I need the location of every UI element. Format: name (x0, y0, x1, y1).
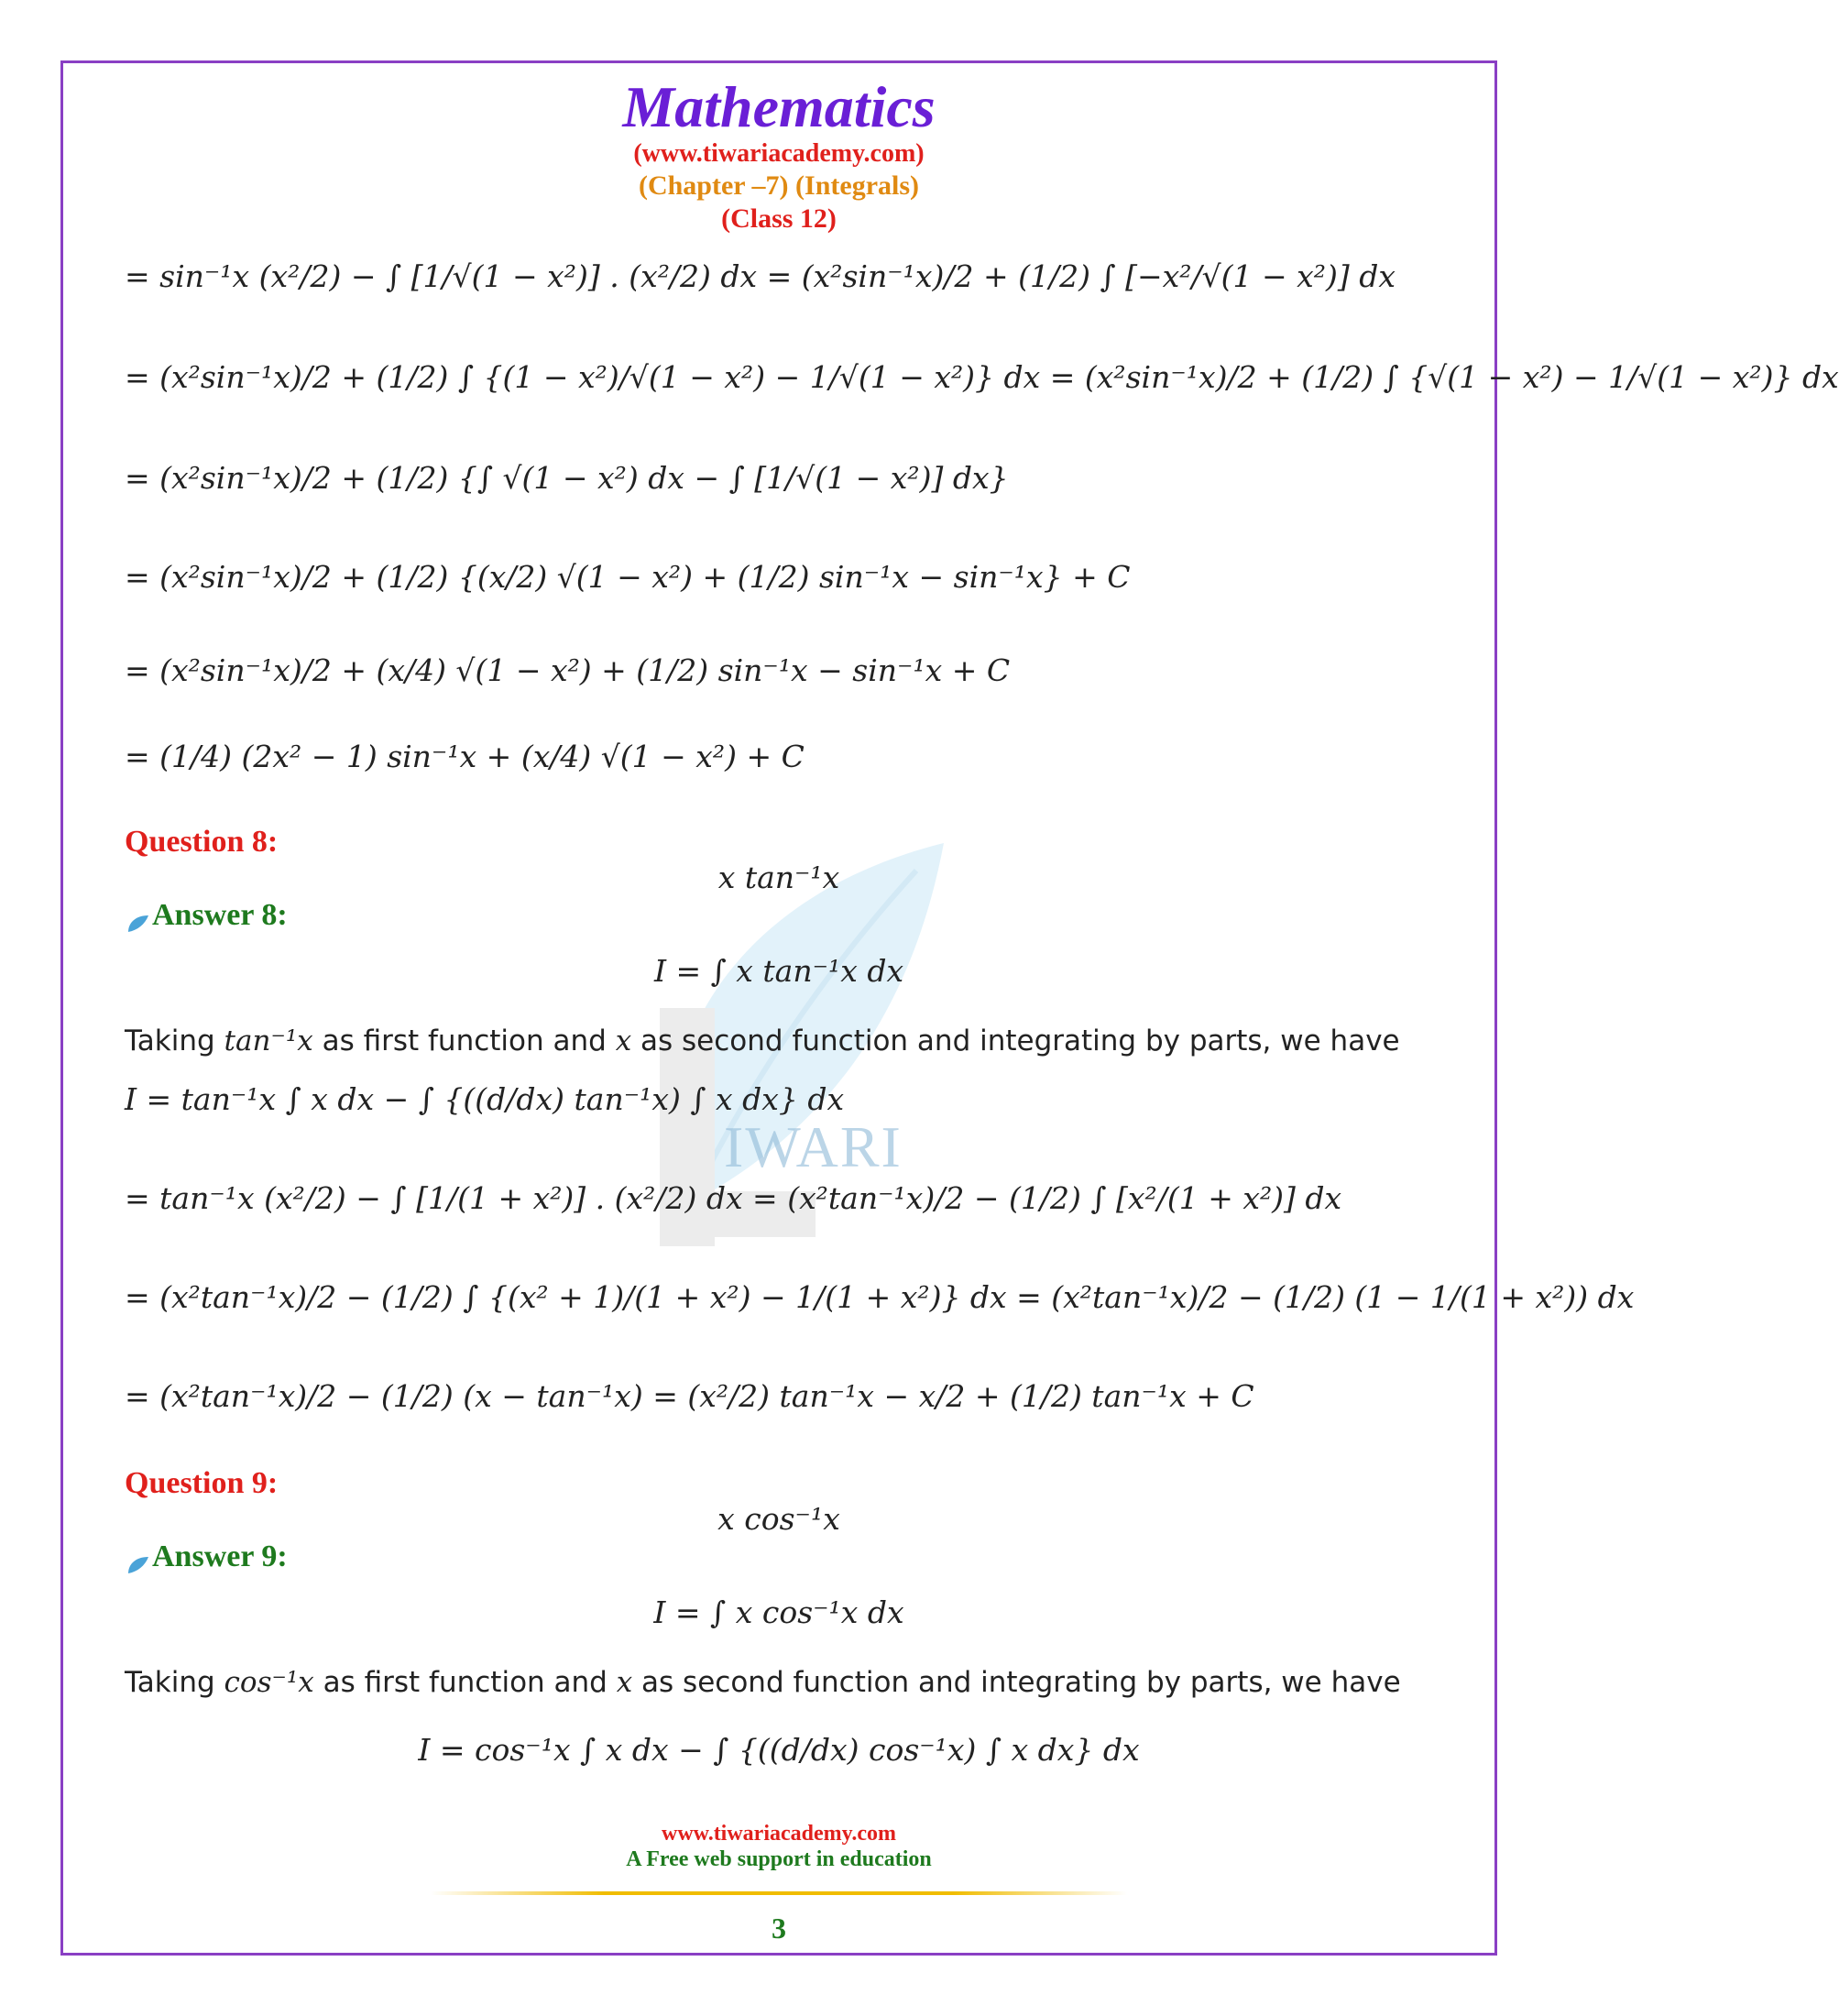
equation-line: = (x²sin⁻¹x)/2 + (1/2) {(x/2) √(1 − x²) + (1/2) sin⁻¹x − sin⁻¹x} + C (125, 559, 1131, 595)
question-8-expression: x tan⁻¹x (717, 860, 840, 895)
equation-line: I = cos⁻¹x ∫ x dx − ∫ {((d/dx) cos⁻¹x) ∫ x dx} dx (418, 1732, 1140, 1768)
tiwari-leaf-icon (126, 907, 150, 927)
answer-9-paragraph: Taking cos⁻¹x as first function and x as second function and integrating by parts, we have (125, 1666, 1401, 1699)
equation-line: = (x²tan⁻¹x)/2 − (1/2) ∫ {(x² + 1)/(1 + x²) − 1/(1 + x²)} dx = (x²tan⁻¹x)/2 − (1/2) (1 − 1/(1 + x²)) dx (125, 1279, 1635, 1315)
question-9-heading: Question 9: (125, 1466, 279, 1500)
page-title: Mathematics (622, 74, 936, 139)
equation-line: = sin⁻¹x (x²/2) − ∫ [1/√(1 − x²)] . (x²/2) dx = (x²sin⁻¹x)/2 + (1/2) ∫ [−x²/√(1 − x²)] dx (125, 258, 1396, 294)
footer-tagline: A Free web support in education (626, 1847, 932, 1871)
equation-line: = (x²sin⁻¹x)/2 + (x/4) √(1 − x²) + (1/2) sin⁻¹x − sin⁻¹x + C (125, 652, 1011, 688)
answer-9-integral: I = ∫ x cos⁻¹x dx (653, 1594, 904, 1630)
answer-8-label: Answer 8: (152, 898, 288, 932)
answer-9-heading (126, 1539, 288, 1574)
page-number: 3 (772, 1912, 786, 1945)
answer-8-paragraph: Taking tan⁻¹x as first function and x as second function and integrating by parts, we have (125, 1024, 1400, 1057)
answer-9-label: Answer 9: (152, 1539, 288, 1573)
equation-line: = (x²tan⁻¹x)/2 − (1/2) (x − tan⁻¹x) = (x²/2) tan⁻¹x − x/2 + (1/2) tan⁻¹x + C (125, 1378, 1254, 1414)
footer-divider (431, 1891, 1127, 1895)
header-website: (www.tiwariacademy.com) (633, 139, 925, 168)
question-8-heading: Question 8: (125, 825, 279, 859)
header-class: (Class 12) (721, 203, 837, 234)
footer-website: www.tiwariacademy.com (662, 1822, 896, 1846)
equation-line: = (1/4) (2x² − 1) sin⁻¹x + (x/4) √(1 − x²) + C (125, 739, 805, 774)
watermark-text: IWARI (724, 1114, 903, 1179)
equation-line: I = tan⁻¹x ∫ x dx − ∫ {((d/dx) tan⁻¹x) ∫ x dx} dx (125, 1081, 845, 1117)
tiwari-leaf-icon (126, 1549, 150, 1569)
answer-8-heading (126, 898, 288, 933)
question-9-expression: x cos⁻¹x (717, 1501, 840, 1537)
equation-line: = (x²sin⁻¹x)/2 + (1/2) {∫ √(1 − x²) dx − ∫ [1/√(1 − x²)] dx} (125, 460, 1009, 496)
answer-8-integral: I = ∫ x tan⁻¹x dx (653, 953, 904, 989)
equation-line: = (x²sin⁻¹x)/2 + (1/2) ∫ {(1 − x²)/√(1 − x²) − 1/√(1 − x²)} dx = (x²sin⁻¹x)/2 + (1/2) ∫ {√(1 − x²) − 1/√(1 − x²)} dx (125, 359, 1839, 395)
equation-line: = tan⁻¹x (x²/2) − ∫ [1/(1 + x²)] . (x²/2) dx = (x²tan⁻¹x)/2 − (1/2) ∫ [x²/(1 + x²)] dx (125, 1180, 1342, 1216)
header-chapter: (Chapter –7) (Integrals) (638, 170, 920, 201)
